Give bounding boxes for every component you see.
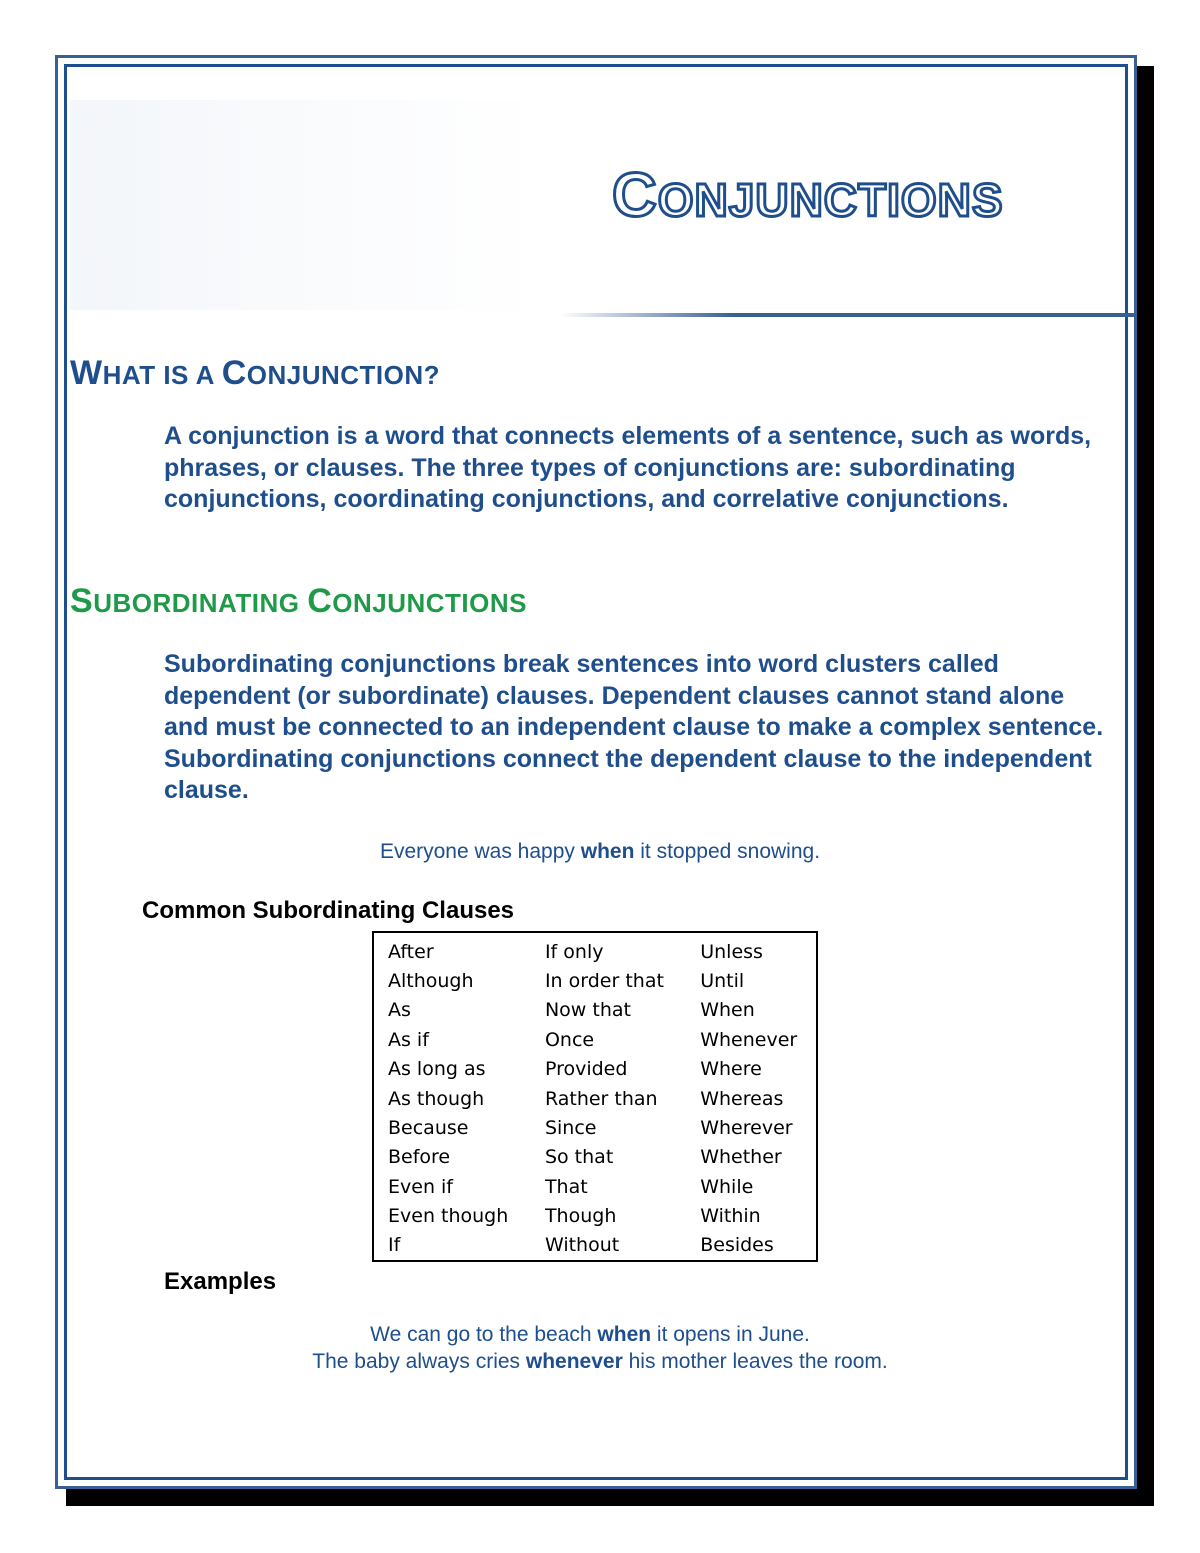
table-cell: As long as [388, 1058, 486, 1081]
table-cell: Whereas [700, 1087, 784, 1110]
table-cell: Besides [700, 1234, 774, 1257]
table-row [373, 1113, 817, 1142]
table-row [373, 996, 817, 1025]
heading-part: C [307, 582, 333, 620]
table-row [373, 1055, 817, 1084]
table-cell: As if [388, 1028, 429, 1051]
table-row [373, 1143, 817, 1172]
example-sentence [0, 840, 1200, 864]
heading-part: S [70, 582, 94, 620]
table-cell: So that [544, 1146, 614, 1169]
header-decoration [70, 100, 540, 310]
table-row [373, 1201, 817, 1230]
title-rest: ONJUNCTIONS [657, 174, 1004, 226]
table-cell: That [544, 1175, 588, 1198]
examples-heading: Examples [164, 1268, 277, 1295]
table-row [373, 966, 817, 995]
example-text: Everyone was happy [379, 840, 581, 863]
subordinating-paragraph: Subordinating conjunctions break sentences into word clusters called dependent (or subordinate) clauses. Dependent clauses cannot stand alone and must be connected to an independent clause to make a complex sentence. Subordinating conjunctions connect the dependent clause to the independent clause. [164, 650, 1104, 804]
table-row [373, 932, 817, 966]
heading-what-is [70, 354, 440, 393]
table-cell: Provided [544, 1058, 628, 1081]
example-text: The baby always cries [312, 1350, 526, 1373]
example-conjunction: whenever [525, 1350, 623, 1373]
example-sentence [0, 1323, 1190, 1347]
table-cell: Where [700, 1058, 762, 1081]
heading-part: UBORDINATING [93, 588, 308, 618]
table-cell: Within [700, 1204, 761, 1227]
table-caption: Common Subordinating Clauses [142, 897, 515, 924]
table-cell: After [388, 940, 434, 963]
heading-subordinating [70, 582, 527, 621]
page-title [612, 160, 1004, 231]
table-row [373, 1025, 817, 1054]
table-cell: Whether [700, 1146, 782, 1169]
heading-part: ONJUNCTIONS [332, 588, 528, 618]
table-cell: In order that [544, 970, 664, 993]
table-cell: Though [544, 1204, 617, 1227]
definition-paragraph: A conjunction is a word that connects elements of a sentence, such as words, phrases, or clauses. The three types of conjunctions are: subordinating conjunctions, coordinating conjunctions, and correlative conjunctions. [164, 422, 1092, 513]
heading-part: C [221, 354, 247, 392]
table-cell: Even if [388, 1175, 453, 1198]
table-cell: Unless [700, 940, 763, 963]
table-cell: Since [544, 1116, 597, 1139]
table-cell: If only [544, 940, 604, 963]
heading-part: HAT IS A [102, 360, 222, 390]
conjunction-table [372, 931, 818, 1262]
table-cell: Whenever [700, 1028, 798, 1051]
table-cell: Because [388, 1116, 469, 1139]
table-cell: Although [388, 970, 474, 993]
table-cell: Even though [388, 1204, 509, 1227]
title-cap: C [612, 161, 658, 230]
table-cell: Wherever [700, 1116, 793, 1139]
table-cell: As [388, 999, 411, 1022]
table-cell: Now that [544, 999, 631, 1022]
table-cell: If [388, 1234, 401, 1257]
heading-part: W [70, 354, 103, 392]
example-sentence [0, 1350, 1200, 1374]
example-text: his mother leaves the room. [622, 1350, 888, 1373]
heading-part: ONJUNCTION? [246, 360, 441, 390]
table-row [373, 1084, 817, 1113]
example-conjunction: when [580, 840, 635, 863]
table-cell: While [700, 1175, 754, 1198]
table-row [373, 1231, 817, 1261]
table-cell: Once [544, 1028, 595, 1051]
table-cell: Rather than [544, 1087, 658, 1110]
example-conjunction: when [597, 1323, 652, 1346]
title-rule [560, 313, 1136, 317]
table-cell: Until [700, 970, 745, 993]
table-cell: Before [388, 1146, 451, 1169]
table-cell: As though [388, 1087, 485, 1110]
table-cell: Without [544, 1234, 620, 1257]
table-row [373, 1172, 817, 1201]
example-text: it stopped snowing. [634, 840, 821, 863]
example-text: We can go to the beach [370, 1323, 598, 1346]
table-cell: When [700, 999, 755, 1022]
example-text: it opens in June. [651, 1323, 810, 1346]
